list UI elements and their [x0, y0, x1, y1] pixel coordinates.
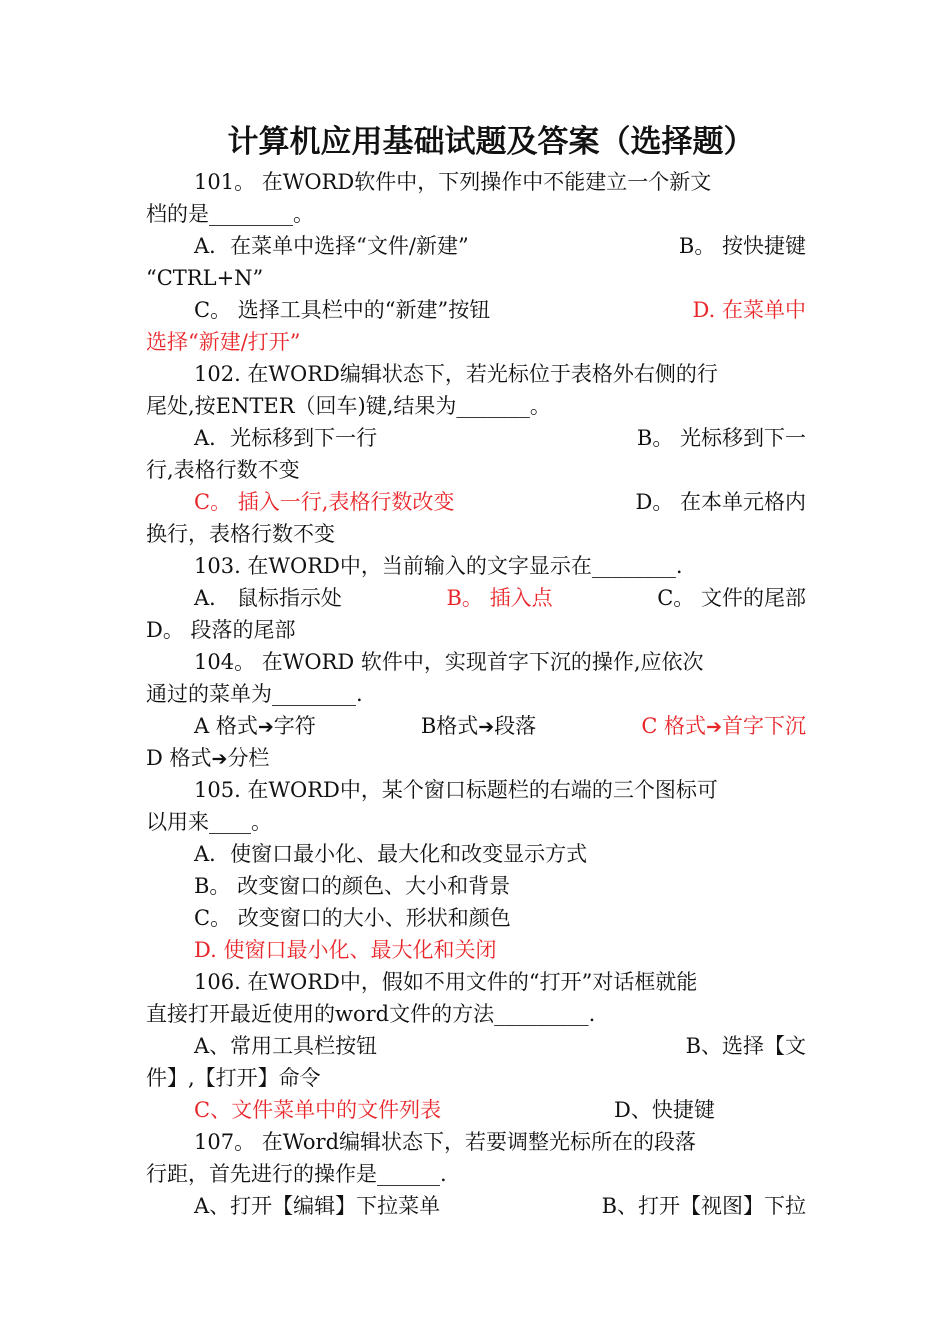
q103-option-a: A． 鼠标指示处	[194, 586, 342, 610]
q106-option-d: D、快捷键	[614, 1098, 715, 1122]
q106-option-c-answer: C、文件菜单中的文件列表	[194, 1098, 442, 1122]
q102-options-row-1	[146, 422, 806, 454]
q104-option-a	[194, 710, 316, 742]
q102-options-row-2	[146, 486, 806, 518]
q102-option-b: B。 光标移到下一	[636, 426, 806, 450]
q104-option-c-item: 首字下沉	[721, 714, 806, 738]
q103-options-row	[146, 582, 806, 614]
q104-option-c-menu: C 格式	[641, 714, 707, 738]
q101-option-c: C。 选择工具栏中的“新建”按钮	[194, 298, 491, 322]
q103-stem: 103. 在WORD中，当前输入的文字显示在________.	[194, 554, 683, 578]
q106-stem-line-1: 106. 在WORD中，假如不用文件的“打开”对话框就能	[194, 970, 698, 994]
q101-option-d-answer: D. 在菜单中	[692, 298, 806, 322]
q102-stem-line-1: 102. 在WORD编辑状态下，若光标位于表格外右侧的行	[194, 362, 718, 386]
q104-options-row	[146, 710, 806, 742]
q104-stem-line-2: 通过的菜单为________.	[146, 682, 363, 706]
q101-stem-line-1: 101。 在WORD软件中，下列操作中不能建立一个新文	[194, 170, 712, 194]
q104-option-d-item: 分栏	[227, 746, 270, 770]
q105-option-c: C。 改变窗口的大小、形状和颜色	[194, 906, 511, 930]
q107-options-row-1	[146, 1190, 806, 1222]
q101-option-b: B。 按快捷键	[678, 234, 806, 258]
document-title: 计算机应用基础试题及答案（选择题）	[227, 124, 755, 160]
q101-options-row-2	[146, 294, 806, 326]
document-page	[146, 118, 806, 1222]
q106-option-b: B、选择【文	[685, 1034, 806, 1058]
q105-stem-line-1: 105. 在WORD中，某个窗口标题栏的右端的三个图标可	[194, 778, 718, 802]
q104-option-b-item: 段落	[494, 714, 537, 738]
q106-option-a: A、常用工具栏按钮	[194, 1034, 378, 1058]
q107-stem-line-1: 107。 在Word编辑状态下，若要调整光标所在的段落	[194, 1130, 697, 1154]
q103-option-d: D。 段落的尾部	[146, 618, 296, 642]
q107-option-b: B、打开【视图】下拉	[601, 1194, 806, 1218]
q104-option-d	[146, 742, 806, 774]
q102-stem-line-2: 尾处,按ENTER（回车)键,结果为_______。	[146, 394, 551, 418]
q104-option-b-menu: B格式	[420, 714, 479, 738]
q101-option-a: A．在菜单中选择“文件/新建”	[194, 234, 469, 258]
q102-option-c-answer: C。 插入一行,表格行数改变	[194, 490, 455, 514]
q102-option-d: D。 在本单元格内	[635, 490, 806, 514]
q105-option-a: A．使窗口最小化、最大化和改变显示方式	[194, 842, 588, 866]
q106-stem-line-2: 直接打开最近使用的word文件的方法_________.	[146, 1002, 596, 1026]
q104-option-b	[421, 710, 536, 742]
q107-stem-line-2: 行距，首先进行的操作是______.	[146, 1162, 447, 1186]
q104-option-c-answer	[641, 710, 806, 742]
q106-options-row-2	[146, 1094, 806, 1126]
q105-option-b: B。 改变窗口的颜色、大小和背景	[194, 874, 511, 898]
q104-option-a-item: 字符	[273, 714, 316, 738]
q107-option-a: A、打开【编辑】下拉菜单	[194, 1194, 441, 1218]
q103-option-b-answer: B。 插入点	[446, 586, 553, 610]
q102-option-b-cont: 行,表格行数不变	[146, 458, 300, 482]
right-arrow-icon: ➔	[478, 716, 495, 738]
q104-stem-line-1: 104。 在WORD 软件中，实现首字下沉的操作,应依次	[194, 650, 704, 674]
q104-option-a-menu: A 格式	[194, 714, 258, 738]
q101-options-row-1	[146, 230, 806, 262]
q105-option-d-answer: D. 使窗口最小化、最大化和关闭	[194, 938, 497, 962]
q101-stem-line-2: 档的是________。	[146, 202, 314, 226]
q101-option-b-cont: “CTRL+N”	[146, 266, 264, 290]
q106-option-b-cont: 件】,【打开】命令	[146, 1066, 321, 1090]
q102-option-d-cont: 换行，表格行数不变	[146, 522, 335, 546]
q106-options-row-1	[146, 1030, 806, 1062]
q103-option-c: C。 文件的尾部	[657, 586, 806, 610]
q101-option-d-cont: 选择“新建/打开”	[146, 330, 301, 354]
right-arrow-icon: ➔	[706, 716, 722, 738]
q104-option-d-menu: D 格式	[146, 746, 212, 770]
q105-stem-line-2: 以用来____。	[146, 810, 272, 834]
right-arrow-icon: ➔	[211, 748, 228, 770]
q102-option-a: A．光标移到下一行	[194, 426, 378, 450]
right-arrow-icon: ➔	[257, 716, 274, 738]
